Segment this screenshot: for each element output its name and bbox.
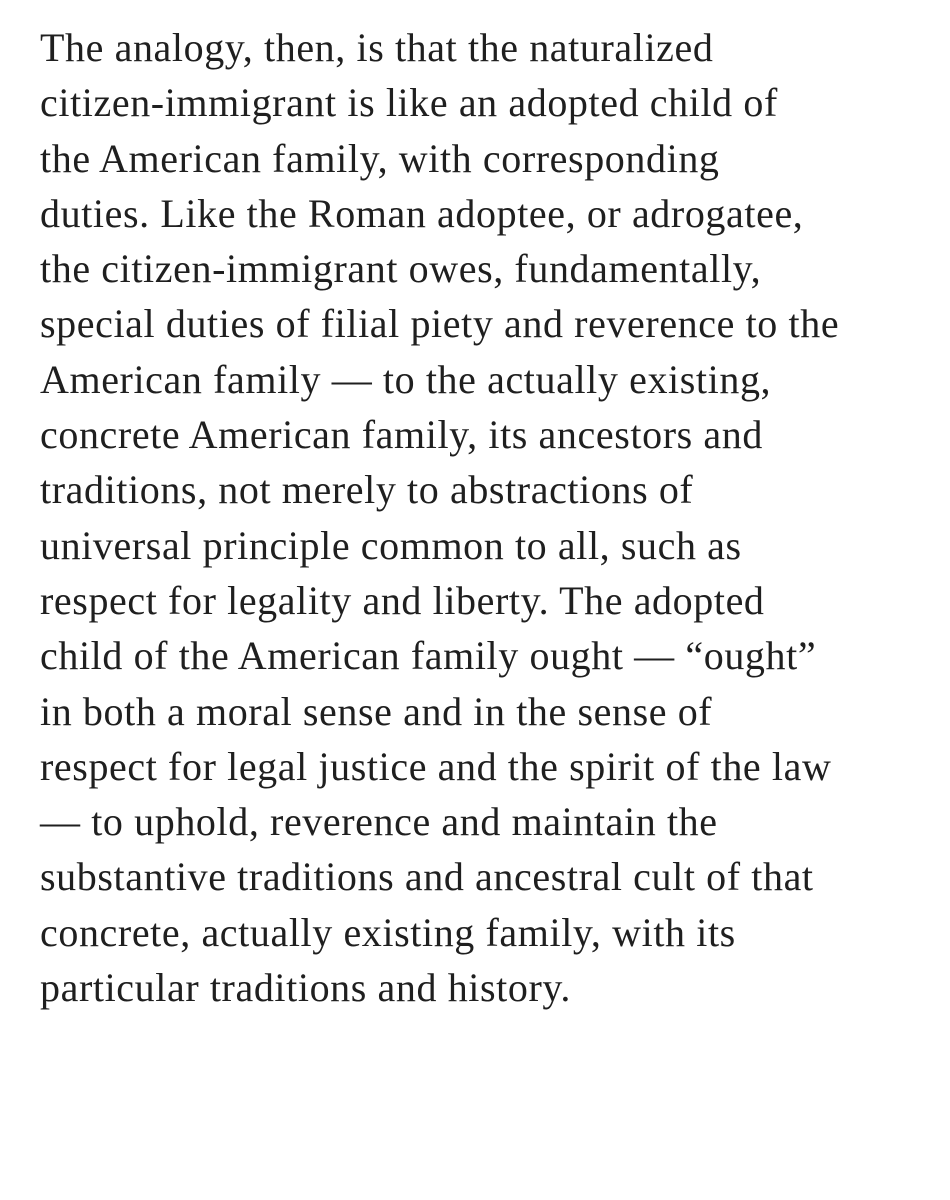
text-line: in both a moral sense and in the sense of <box>40 688 713 734</box>
text-line: child of the American family ought — “ought” <box>40 633 817 679</box>
text-line: duties. Like the Roman adoptee, or adrogatee, <box>40 190 804 236</box>
text-line: the citizen-immigrant owes, fundamentally, <box>40 246 762 292</box>
text-line: American family — to the actually existing, <box>40 356 772 402</box>
text-line: particular traditions and history. <box>40 965 572 1011</box>
text-line: substantive traditions and ancestral cult of that <box>40 854 814 900</box>
text-line: universal principle common to all, such as <box>40 522 742 568</box>
text-line: respect for legal justice and the spirit of the law <box>40 743 832 789</box>
text-line: concrete, actually existing family, with its <box>40 909 736 955</box>
text-line: The analogy, then, is that the naturalized <box>40 25 714 70</box>
body-paragraph <box>40 20 940 1015</box>
text-line: respect for legality and liberty. The adopted <box>40 577 765 623</box>
text-line: citizen-immigrant is like an adopted child of <box>40 80 778 126</box>
text-line: — to uphold, reverence and maintain the <box>40 799 718 845</box>
text-line: traditions, not merely to abstractions of <box>40 467 694 513</box>
text-line: the American family, with corresponding <box>40 135 720 181</box>
text-line: concrete American family, its ancestors and <box>40 412 763 458</box>
text-line: special duties of filial piety and reverence to the <box>40 301 840 347</box>
